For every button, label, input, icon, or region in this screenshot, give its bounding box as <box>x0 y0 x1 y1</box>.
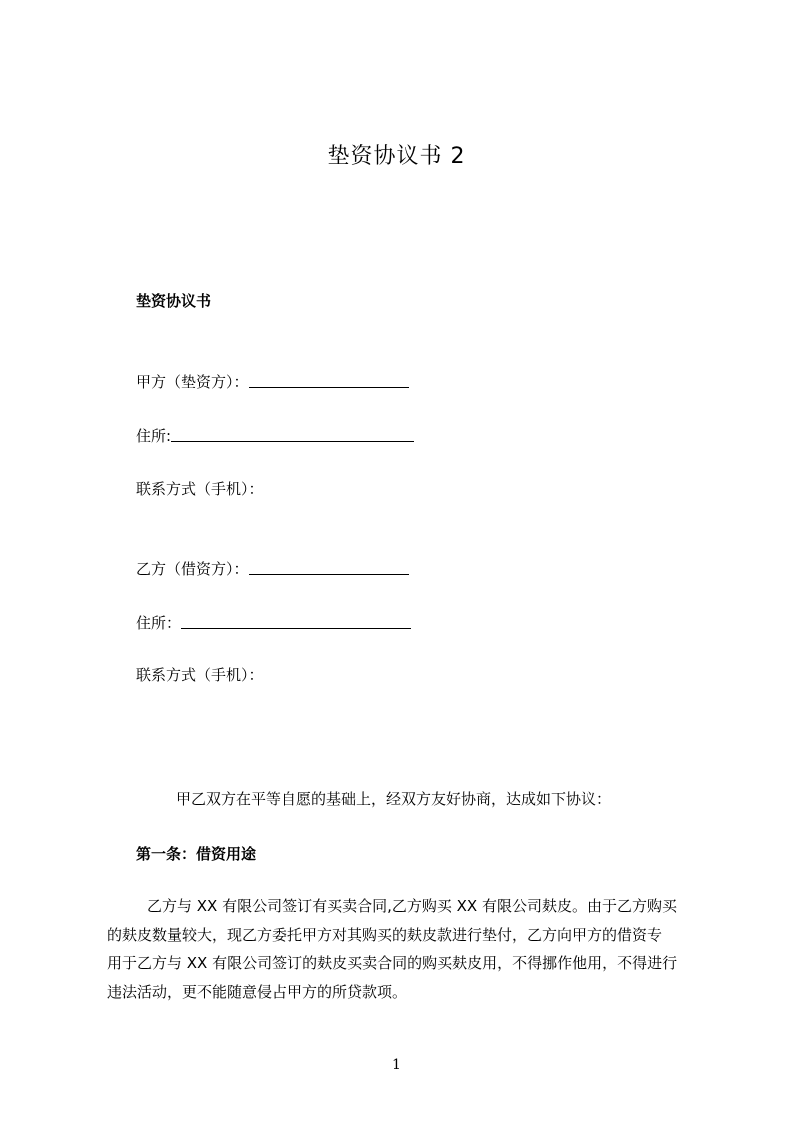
party-a-name-label: 甲方（垫资方）： <box>136 373 249 391</box>
article1-line-1: 乙方与 XX 有限公司签订有买卖合同,乙方购买 XX 有限公司麸皮。由于乙方购买 <box>147 897 677 915</box>
article1-line-4: 违法活动，更不能随意侵占甲方的所贷款项。 <box>107 983 408 1001</box>
party-b-name-field <box>136 558 409 579</box>
party-a-name-blank <box>249 371 409 388</box>
intro-paragraph: 甲乙双方在平等自愿的基础上，经双方友好协商，达成如下协议： <box>176 790 612 808</box>
party-a-name-field <box>136 371 409 392</box>
party-b-contact-label: 联系方式（手机）： <box>136 666 264 684</box>
party-a-contact-label: 联系方式（手机）： <box>136 480 264 498</box>
article1-line-3: 用于乙方与 XX 有限公司签订的麸皮买卖合同的购买麸皮用，不得挪作他用，不得进行 <box>107 954 678 972</box>
party-b-name-label: 乙方（借资方）： <box>136 560 249 578</box>
page-title: 垫资协议书 2 <box>327 144 466 169</box>
party-b-address-field <box>136 612 411 633</box>
party-b-address-label: 住所： <box>136 614 182 632</box>
party-a-address-field <box>136 425 414 446</box>
party-b-contact-field <box>136 665 264 685</box>
party-a-address-label: 住所: <box>136 427 172 445</box>
party-a-contact-field <box>136 479 264 499</box>
party-b-address-blank <box>181 612 411 629</box>
article1-line-2: 的麸皮数量较大，现乙方委托甲方对其购买的麸皮款进行垫付，乙方向甲方的借资专 <box>107 926 663 944</box>
article1-heading: 第一条：借资用途 <box>136 845 257 863</box>
page-number: 1 <box>392 1057 401 1073</box>
party-a-address-blank <box>171 425 414 442</box>
agreement-heading: 垫资协议书 <box>136 292 212 310</box>
party-b-name-blank <box>249 558 409 575</box>
